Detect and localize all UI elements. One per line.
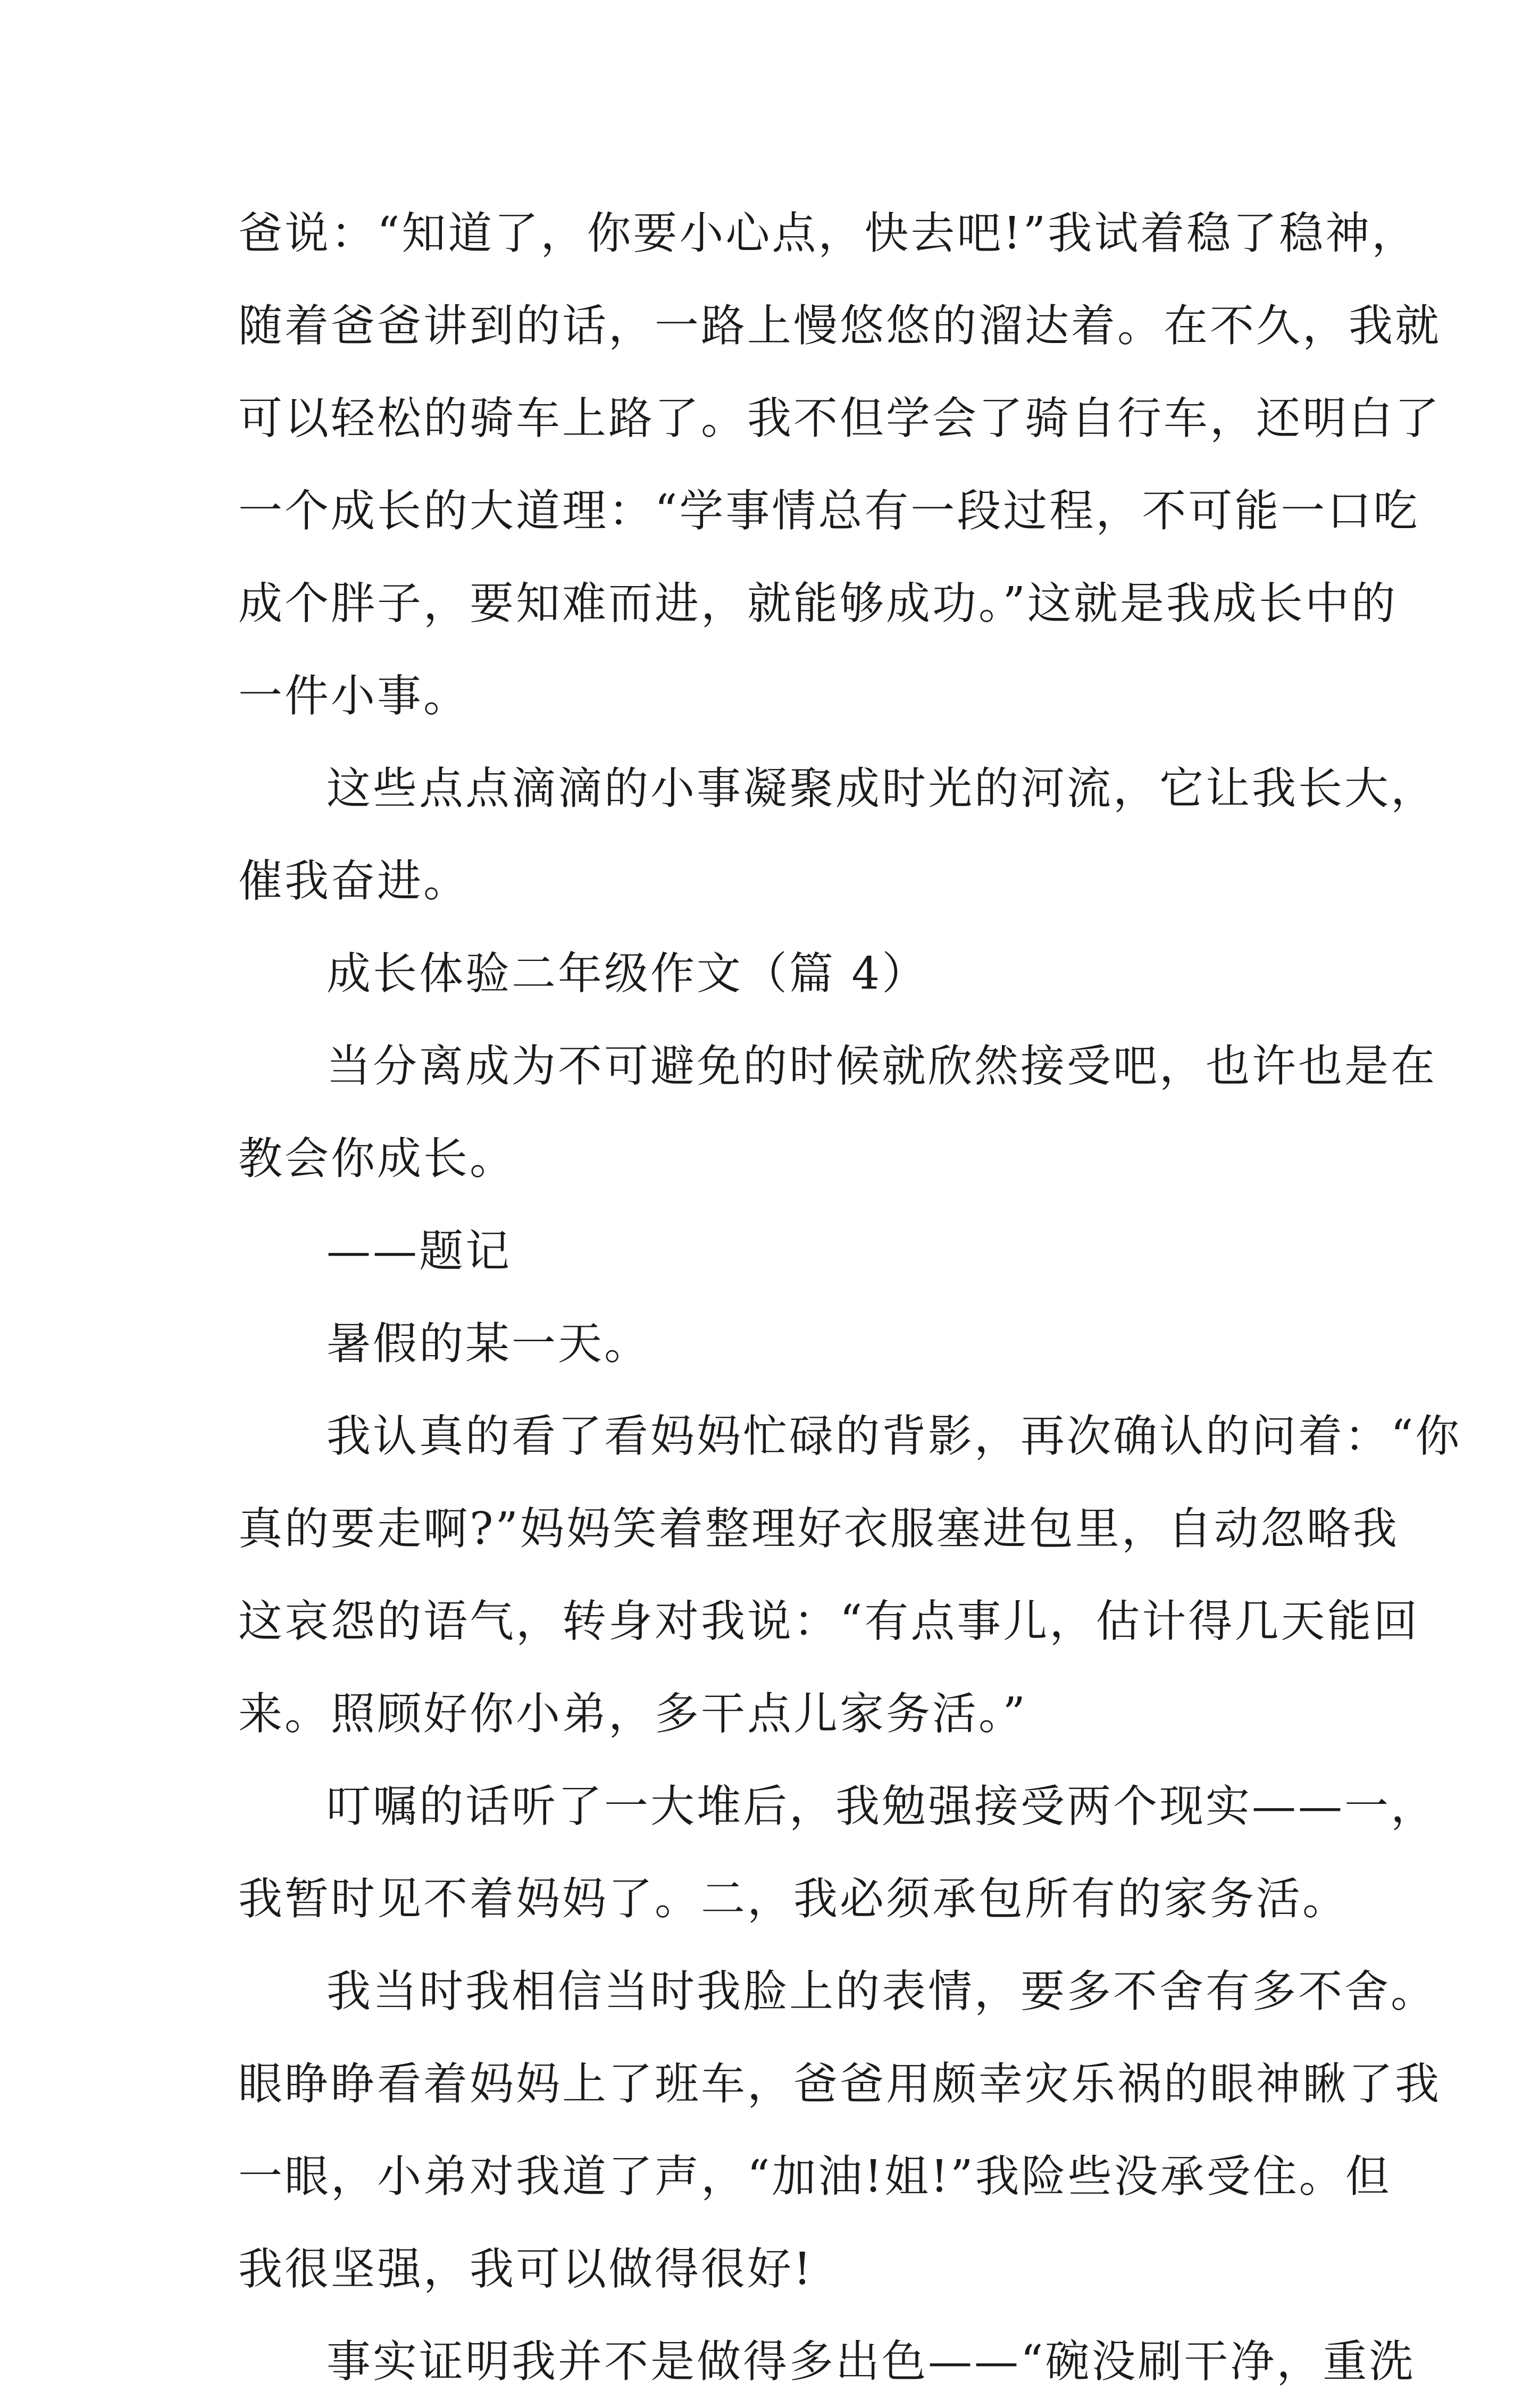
text-line: 爸说：“知道了，你要小心点，快去吧!”我试着稳了稳神， (238, 207, 1418, 259)
text-line: 我很坚强，我可以做得很好! (238, 2243, 814, 2295)
text-line: 一眼，小弟对我道了声，“加油!姐!”我险些没承受住。但 (238, 2151, 1392, 2202)
text-line: 我暂时见不着妈妈了。二，我必须承包所有的家务活。 (238, 1873, 1349, 1925)
text-line: 一个成长的大道理：“学事情总有一段过程，不可能一口吃 (238, 485, 1420, 537)
text-line: 我当时我相信当时我脸上的表情，要多不舍有多不舍。 (327, 1966, 1437, 2017)
text-line: 成长体验二年级作文（篇 4） (327, 948, 929, 999)
text-line: 一件小事。 (238, 670, 470, 722)
text-line: ——题记 (327, 1225, 512, 1277)
text-line: 催我奋进。 (238, 855, 470, 907)
text-line: 教会你成长。 (238, 1133, 516, 1184)
text-line: 我认真的看了看妈妈忙碌的背影，再次确认的问着：“你 (327, 1410, 1462, 1462)
text-line: 可以轻松的骑车上路了。我不但学会了骑自行车，还明白了 (238, 392, 1441, 444)
essay-body (238, 187, 1462, 2408)
text-line: 叮嘱的话听了一大堆后，我勉强接受两个现实——一， (327, 1780, 1437, 1832)
text-line: 这些点点滴滴的小事凝聚成时光的河流，它让我长大， (327, 763, 1437, 814)
text-line: 随着爸爸讲到的话，一路上慢悠悠的溜达着。在不久，我就 (238, 300, 1441, 352)
text-line: 暑假的某一天。 (327, 1318, 650, 1369)
text-line: 这哀怨的语气，转身对我说：“有点事儿，估计得几天能回 (238, 1595, 1420, 1647)
text-line: 眼睁睁看着妈妈上了班车，爸爸用颇幸灾乐祸的眼神瞅了我 (238, 2058, 1441, 2110)
text-line: 事实证明我并不是做得多出色——“碗没刷干净，重洗 (327, 2336, 1416, 2387)
text-line: 真的要走啊?”妈妈笑着整理好衣服塞进包里，自动忽略我 (238, 1503, 1399, 1554)
text-line: 成个胖子，要知难而进，就能够成功。”这就是我成长中的 (238, 578, 1398, 629)
text-line: 来。照顾好你小弟，多干点儿家务活。” (238, 1688, 1027, 1740)
text-line: 当分离成为不可避免的时候就欣然接受吧，也许也是在 (327, 1040, 1437, 1092)
